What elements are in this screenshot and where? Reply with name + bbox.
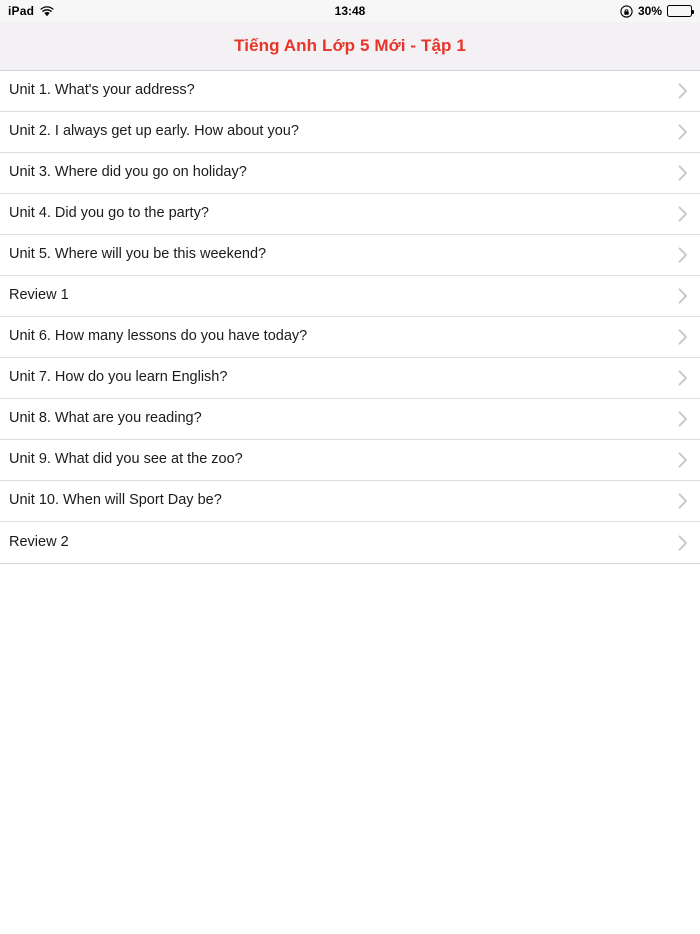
list-item-label: Unit 4. Did you go to the party? xyxy=(9,205,209,222)
rotation-lock-icon xyxy=(620,5,633,18)
chevron-right-icon xyxy=(678,124,688,140)
chevron-right-icon xyxy=(678,247,688,263)
device-name-label: iPad xyxy=(8,4,35,18)
list-item-label: Unit 6. How many lessons do you have today? xyxy=(9,328,308,345)
chevron-right-icon xyxy=(678,535,688,551)
list-item-label: Unit 8. What are you reading? xyxy=(9,410,202,427)
page-title: Tiếng Anh Lớp 5 Mới - Tập 1 xyxy=(234,36,466,55)
list-item[interactable] xyxy=(0,112,700,153)
list-item-label: Unit 9. What did you see at the zoo? xyxy=(9,451,243,468)
empty-content-area xyxy=(0,564,700,934)
list-item[interactable] xyxy=(0,440,700,481)
chevron-right-icon xyxy=(678,370,688,386)
list-item-label: Unit 10. When will Sport Day be? xyxy=(9,492,222,509)
list-item[interactable] xyxy=(0,481,700,522)
list-item[interactable] xyxy=(0,194,700,235)
status-bar-right xyxy=(620,4,692,18)
status-bar-left xyxy=(8,4,54,18)
wifi-icon xyxy=(40,6,54,17)
list-item-label: Review 2 xyxy=(9,533,69,550)
battery-icon xyxy=(667,5,692,17)
chevron-right-icon xyxy=(678,165,688,181)
chevron-right-icon xyxy=(678,329,688,345)
list-item-label: Review 1 xyxy=(9,287,69,304)
chevron-right-icon xyxy=(678,288,688,304)
status-bar-clock: 13:48 xyxy=(334,4,366,18)
list-item[interactable] xyxy=(0,276,700,317)
list-item-label: Unit 7. How do you learn English? xyxy=(9,369,228,386)
list-item-label: Unit 3. Where did you go on holiday? xyxy=(9,164,247,181)
chevron-right-icon xyxy=(678,83,688,99)
list-item[interactable] xyxy=(0,71,700,112)
list-item-label: Unit 1. What's your address? xyxy=(9,82,195,99)
battery-percentage-label: 30% xyxy=(637,4,662,18)
list-item[interactable] xyxy=(0,358,700,399)
list-item[interactable] xyxy=(0,399,700,440)
list-item[interactable] xyxy=(0,522,700,563)
chevron-right-icon xyxy=(678,411,688,427)
list-item[interactable] xyxy=(0,317,700,358)
chevron-right-icon xyxy=(678,493,688,509)
list-item-label: Unit 2. I always get up early. How about you? xyxy=(9,123,299,140)
chevron-right-icon xyxy=(678,206,688,222)
list-item-label: Unit 5. Where will you be this weekend? xyxy=(9,246,267,263)
chevron-right-icon xyxy=(678,452,688,468)
list-item[interactable] xyxy=(0,235,700,276)
navigation-bar xyxy=(0,22,700,71)
status-bar xyxy=(0,0,700,22)
list-item[interactable] xyxy=(0,153,700,194)
unit-list xyxy=(0,71,700,564)
